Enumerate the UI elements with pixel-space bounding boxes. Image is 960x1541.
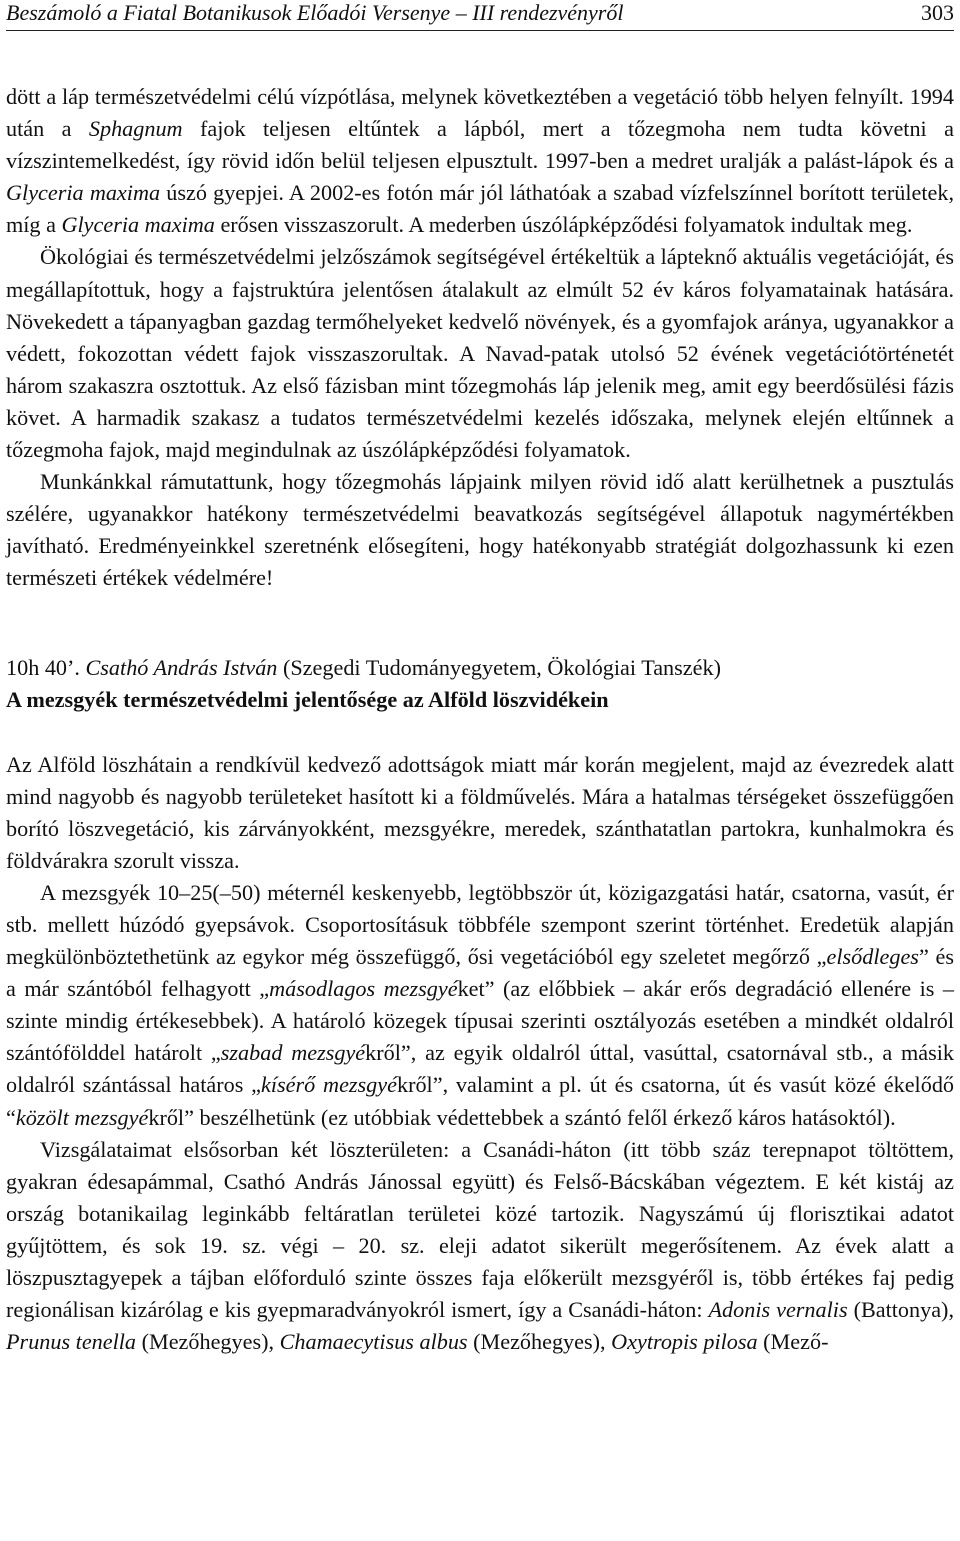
taxon-name: Chamaecytisus albus: [279, 1329, 468, 1355]
speaker-affiliation: (Szegedi Tudományegyetem, Ökológiai Tanszék): [282, 654, 721, 680]
paragraph: Munkánkkal rámutattunk, hogy tőzegmohás lápjaink milyen rövid idő alatt kerülhetnek a pusztulás szélére, ugyanakkor hatékony természetvédelmi beavatkozás segítségével állapotuk nagymértékben javítható. Eredményeinkkel szeretnénk elősegíteni, hogy hatékonyabb stratégiát dolgozhassunk ki ezen természeti értékek védelmére!: [6, 469, 954, 591]
term: közölt mezsgyé: [15, 1104, 149, 1130]
term: másodlagos mezsgyé: [269, 976, 458, 1002]
term: szabad mezsgyé: [220, 1040, 366, 1066]
term: elsődleges: [826, 944, 919, 970]
text-run: kről”, valamint a pl. út és csatorna, út és vasút közé ékelődő “: [6, 1072, 955, 1130]
text-run: A mezsgyék 10–25(–50) méternél keskenyebb, legtöbbször út, közigazgatási határ, csatorna, vasút, ér stb. mellett húzódó gyepsávok. Csoportosításuk többféle szempont szerint történhet. Eredetük alapján megkülönböztethetünk az egykor még összefüggő, ősi vegetációból egy szeletet megőrző „: [6, 879, 954, 970]
text-run: úszó gyepjei. A 2002-es fotón már jól láthatóak a szabad vízfelszínnel borított területek, míg a: [6, 180, 954, 238]
taxon-name: Oxytropis pilosa: [611, 1329, 758, 1355]
taxon-name: Glyceria maxima: [6, 180, 161, 206]
paragraph: Az Alföld löszhátain a rendkívül kedvező adottságok miatt már korán megjelent, majd az évezredek alatt mind nagyobb és nagyobb területeket hasított ki a földművelés. Mára a hatalmas térségeket összefüggően borító löszvegetáció, kis zárványokként, mezsgyékre, meredek, szánthatatlan partokra, kunhalmokra és földvárakra szorult vissza.: [6, 751, 954, 873]
text-run: (Mező-: [757, 1329, 829, 1355]
text-run: ket” (az előbbiek – akár erős degradáció ellenére is – szinte mindig értékesebbek). A határoló közegek típusai szerinti osztályozás esetében a mindkét oldalról szántófölddel határolt „: [6, 976, 955, 1066]
paragraph: [6, 877, 954, 1134]
text-run: dött a láp természetvédelmi célú vízpótlása, melynek következtében a vegetáció több helyen felnyílt. 1994 után a: [6, 84, 954, 142]
section-abstract: [6, 749, 954, 1359]
paragraph: Ökológiai és természetvédelmi jelzőszámok segítségével értékeltük a lápteknő aktuális vegetációját, és megállapítottuk, hogy a fajstruktúra jelentősen átalakult az elmúlt 52 év káros folyamatainak hatására. Növekedett a tápanyagban gazdag termőhelyeket kedvelő növények, és a gyomfajok aránya, ugyanakkor a védett, fokozottan védett fajok visszaszorultak. A Navad-patak utolsó 52 évének vegetációtörténetét három szakaszra osztottuk. Az első fázisban mint tőzegmohás láp jelenik meg, amit egy beerdősülési fázis követ. A harmadik szakasz a tudatos természetvédelmi kezelés időszaka, melynek elején eltűnnek a tőzegmoha fajok, majd megindulnak az úszólápképződési folyamatok.: [6, 244, 954, 463]
text-run: kről” beszélhetünk (ez utóbbiak védettebbek a szántó felől érkező káros hatásoktól).: [148, 1104, 896, 1130]
text-run: (Mezőhegyes),: [136, 1329, 280, 1355]
paragraph: [6, 1134, 954, 1359]
talk-time: 10h 40’.: [6, 654, 80, 680]
text-run: fajok teljesen eltűntek a lápból, mert a tőzegmoha nem tudta követni a vízszintemelkedést, így rövid időn belül teljesen elpusztult. 1997-ben a medret uralják a palást-lápok és a: [6, 116, 954, 174]
running-header: [6, 0, 954, 31]
section-previous-talk: [6, 81, 954, 595]
page-number: 303: [921, 0, 954, 25]
taxon-name: Glyceria maxima: [61, 212, 215, 238]
talk-title: A mezsgyék természetvédelmi jelentősége az Alföld löszvidékein: [6, 686, 609, 712]
term: kísérő mezsgyé: [261, 1072, 397, 1098]
taxon-name: Prunus tenella: [6, 1329, 137, 1355]
speaker-name: Csathó András István: [85, 654, 278, 680]
text-run: erősen visszaszorult. A mederben úszólápképződési folyamatok indultak meg.: [214, 212, 913, 238]
text-run: Vizsgálataimat elsősorban két löszterületen: a Csanádi-háton (itt több száz terepnapot töltöttem, gyakran édesapámmal, Csathó András Jánossal együtt) és Felső-Bácskában végeztem. E két kistáj az ország botanikailag leginkább feltáratlan területei közé tartozik. Nagyszámú új florisztikai adatot gyűjtöttem, és sok 19. sz. végi – 20. sz. eleji adatot sikerült megerősítenem. Az évek alatt a löszpusztagyepek a tájban előforduló szinte összes faja előkerült mezsgyéről is, több értékes faj pedig regionálisan kizárólag e kis gyepmaradványokról ismert, így a Csanádi-háton:: [6, 1136, 954, 1323]
taxon-name: Sphagnum: [88, 116, 183, 142]
text-run: kről”, az egyik oldalról úttal, vasúttal, csatornával stb., a másik oldalról szántással határos „: [6, 1040, 954, 1098]
document-page: [6, 0, 954, 1358]
running-title: Beszámoló a Fiatal Botanikusok Előadói Versenye – III rendezvényről: [6, 0, 624, 25]
text-run: (Mezőhegyes),: [467, 1329, 612, 1355]
text-run: ” és a már szántóból felhagyott „: [6, 944, 954, 1002]
talk-meta-line: [6, 652, 954, 684]
taxon-name: Adonis vernalis: [708, 1297, 848, 1323]
talk-heading: [6, 652, 954, 716]
text-run: (Battonya),: [847, 1297, 954, 1323]
paragraph: [6, 81, 954, 241]
